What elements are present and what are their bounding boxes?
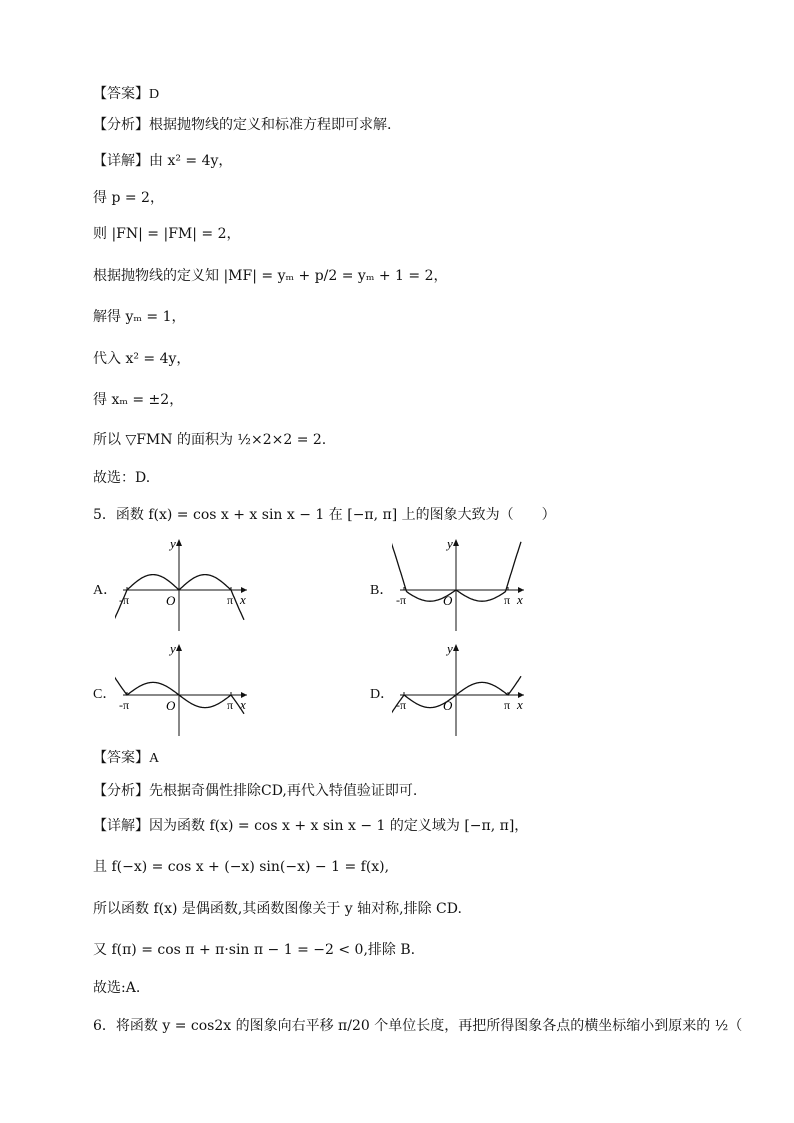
detail-line-6: 得 xₘ = ±2， xyxy=(93,392,184,408)
y-axis-arrow xyxy=(176,539,182,546)
origin-label: O xyxy=(166,698,176,713)
detail-line-1: 得 p = 2， xyxy=(93,190,164,206)
detail-line-5: 代入 x² = 4y， xyxy=(93,351,191,367)
pi-label: π xyxy=(227,698,234,712)
analysis-text: 先根据奇偶性排除CD,再代入特值验证即可. xyxy=(149,783,418,799)
option-b-graph[interactable] xyxy=(392,535,532,635)
option-a-graph[interactable] xyxy=(115,535,255,635)
y-axis-arrow xyxy=(453,539,459,546)
answer-value: A xyxy=(149,751,160,766)
detail-line-3: 根据抛物线的定义知 |MF| = yₘ + p/2 = yₘ + 1 = 2， xyxy=(93,268,448,284)
detail-text: 因为函数 f(x) = cos x + x sin x − 1 的定义域为 [−π, π]， xyxy=(149,818,529,834)
option-d-label: D． xyxy=(370,687,395,702)
option-a-label: A． xyxy=(93,583,118,598)
answer-value: D xyxy=(149,87,160,102)
analysis-line-5 xyxy=(93,781,417,801)
option-b-label: B． xyxy=(370,583,394,598)
question-6-stem: 6．将函数 y = cos2x 的图象向右平移 π/20 个单位长度，再把所得图象各点的横坐标缩小到原来的 ½（ xyxy=(93,1018,743,1034)
y-axis-label: y xyxy=(447,641,453,656)
neg-pi-label: -π xyxy=(119,698,130,712)
pi-label: π xyxy=(227,593,234,607)
analysis-tag: 【分析】 xyxy=(93,117,149,133)
origin-label: O xyxy=(166,593,176,608)
analysis-tag: 【分析】 xyxy=(93,783,149,799)
detail-tag: 【详解】 xyxy=(93,153,149,169)
detail5-line-2: 所以函数 f(x) 是偶函数,其函数图像关于 y 轴对称,排除 CD. xyxy=(93,901,462,917)
detail5-line-4: 故选:A. xyxy=(93,980,141,996)
x-axis-label: x xyxy=(240,592,246,607)
y-axis-arrow xyxy=(176,644,182,651)
pi-label: π xyxy=(504,698,511,712)
detail-text: 由 x² = 4y， xyxy=(149,153,233,169)
y-axis-label: y xyxy=(170,536,176,551)
y-axis-label: y xyxy=(170,641,176,656)
x-axis-label: x xyxy=(517,592,523,607)
y-axis-label: y xyxy=(447,536,453,551)
detail5-line-3: 又 f(π) = cos π + π·sin π − 1 = −2 < 0,排除 B. xyxy=(93,942,416,958)
neg-pi-label: -π xyxy=(396,593,407,607)
option-c-label: C． xyxy=(93,687,117,702)
detail-line-8: 故选：D. xyxy=(93,470,151,486)
analysis-line-prev xyxy=(93,115,391,135)
origin-label: O xyxy=(443,698,453,713)
analysis-text: 根据抛物线的定义和标准方程即可求解. xyxy=(149,117,392,133)
neg-pi-label: -π xyxy=(119,593,130,607)
x-axis-label: x xyxy=(517,697,523,712)
neg-pi-label: -π xyxy=(396,698,407,712)
detail-line-4: 解得 yₘ = 1， xyxy=(93,309,186,325)
detail-line-2: 则 |FN| = |FM| = 2， xyxy=(93,226,241,242)
answer-tag: 【答案】 xyxy=(93,86,149,102)
detail-line-7: 所以 ▽FMN 的面积为 ½×2×2 = 2. xyxy=(93,432,327,448)
y-axis-arrow xyxy=(453,644,459,651)
option-c-graph[interactable] xyxy=(115,640,255,740)
x-axis-label: x xyxy=(240,697,246,712)
answer-tag: 【答案】 xyxy=(93,750,149,766)
detail5-line-1: 且 f(−x) = cos x + (−x) sin(−x) − 1 = f(x), xyxy=(93,859,390,875)
origin-label: O xyxy=(443,593,453,608)
option-d-graph[interactable] xyxy=(392,640,532,740)
question-5-stem: 5．函数 f(x) = cos x + x sin x − 1 在 [−π, π] 上的图象大致为（ ） xyxy=(93,507,556,523)
detail-tag: 【详解】 xyxy=(93,818,149,834)
detail5-line-0 xyxy=(93,816,528,836)
detail-line-0 xyxy=(93,151,232,171)
answer-line-prev xyxy=(93,84,159,105)
answer-line-5 xyxy=(93,748,159,769)
pi-label: π xyxy=(504,593,511,607)
